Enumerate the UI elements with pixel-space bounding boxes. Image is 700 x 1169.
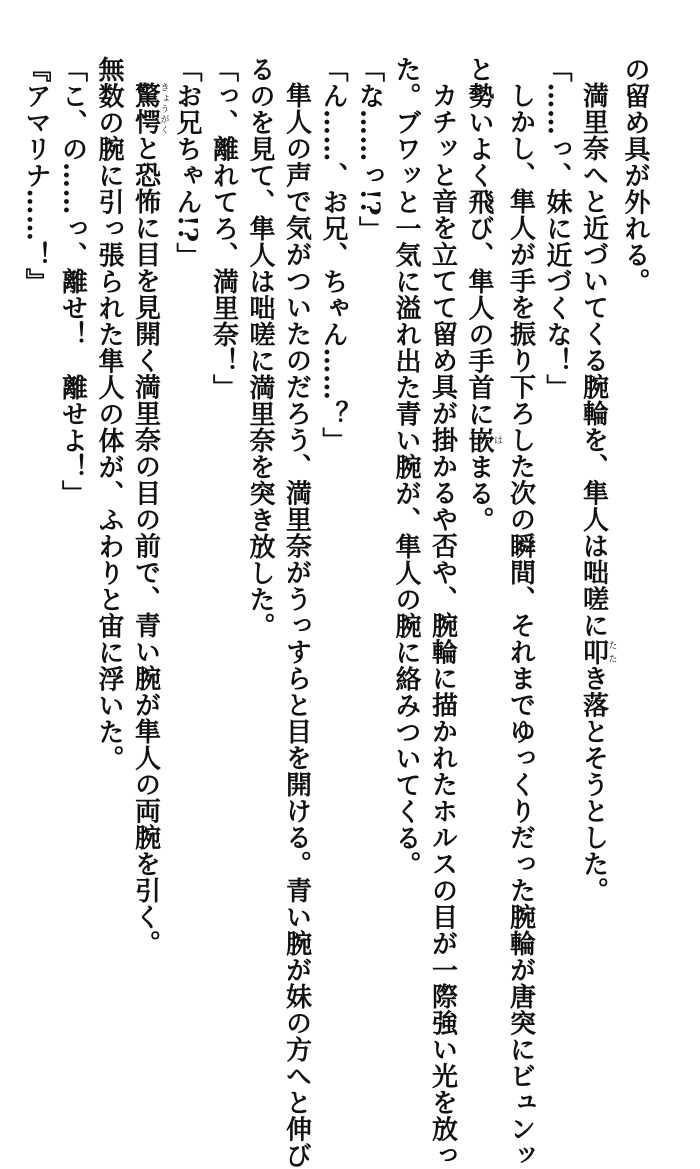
text-line [424, 56, 461, 1169]
line-text-after: と恐怖に目を見開く満里奈の目の前で、青い腕が隼人の両腕を引く。 [130, 135, 161, 957]
ruby-annotation [130, 82, 169, 135]
text-line [91, 56, 128, 976]
vertical-text-body [21, 56, 653, 1169]
line-text: しかし、隼人が手を振り下ろした次の瞬間、それまでゆっくりだった腕輪が唐突にビュンッ [505, 82, 536, 1169]
line-text: 無数の腕に引っ張られた隼人の体が、ふわりと宙に浮いた。 [94, 56, 124, 772]
line-text: 「こ、の……っ、離せ！ 離せよ！」 [57, 56, 88, 507]
text-line [502, 56, 539, 1169]
text-line [539, 56, 576, 976]
text-line [54, 56, 91, 976]
line-text: るのを見て、隼人は咄嗟に満里奈を突き放した。 [245, 56, 275, 639]
text-line [205, 56, 242, 976]
ruby-base: 驚愕 [130, 82, 161, 135]
ruby-reading: たた [606, 638, 617, 665]
line-text: 「お兄ちゃん!?」 [172, 56, 202, 270]
line-text: カチッと音を立てて留め具が掛かるや否や、腕輪に描かれたホルスの目が一際強い光を放っ [427, 82, 458, 1169]
text-line [461, 56, 503, 976]
text-line [315, 56, 352, 976]
text-line [388, 56, 425, 976]
ruby-annotation [464, 427, 502, 454]
line-text: 「な……っ!?」 [354, 56, 385, 243]
line-text: た。ブワッと一気に溢れ出た青い腕が、隼人の腕に絡みついてくる。 [391, 56, 421, 878]
line-text: 「ん……、お兄、ちゃん……？」 [318, 56, 348, 454]
ruby-base: 嵌 [464, 427, 494, 454]
text-line [242, 56, 279, 976]
line-text: 満里奈へと近づいてくる腕輪を、隼人は咄嗟に [578, 82, 609, 639]
ruby-base: 叩 [578, 638, 609, 665]
line-text: と勢いよく飛び、隼人の手首に [464, 56, 494, 427]
ruby-reading: きょうがく [158, 82, 169, 135]
text-line [617, 56, 654, 976]
line-text-after: まる。 [464, 453, 494, 533]
line-text: の留め具が外れる。 [620, 56, 650, 295]
line-text-after: き落とそうとした。 [578, 665, 609, 904]
text-line [351, 56, 388, 976]
line-text: 「っ、離れてろ、満里奈！」 [208, 56, 239, 401]
line-text: 隼人の声で気がついたのだろう、満里奈がうっすらと目を開ける。青い腕が妹の方へと伸び [281, 82, 312, 1169]
line-text: 「……っ、妹に近づくな！」 [542, 56, 572, 401]
text-line [18, 56, 55, 976]
line-text: 『アマリナ……！』 [21, 56, 51, 295]
text-line [169, 56, 206, 976]
text-line [127, 56, 169, 976]
ruby-reading: は [492, 427, 502, 454]
text-line [575, 56, 617, 976]
text-line [278, 56, 315, 1169]
ruby-annotation [578, 638, 617, 666]
